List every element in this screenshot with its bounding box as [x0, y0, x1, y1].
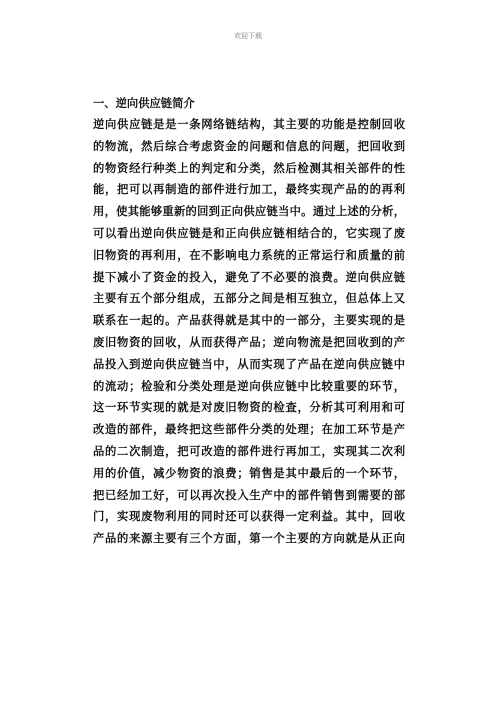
paragraph-line: 旧物资的再利用，在不影响电力系统的正常运行和质量的前: [93, 247, 405, 262]
paragraph-line: 产品的来源主要有三个方面，第一个主要的方向就是从正向: [93, 531, 405, 546]
paragraph-line: 这一环节实现的就是对废旧物资的检查，分析其可利用和可: [93, 400, 405, 415]
paragraph-line: 门，实现废物利用的同时还可以获得一定利益。其中，回收: [93, 509, 405, 524]
paragraph-line: 的物资经行种类上的判定和分类，然后检测其相关部件的性: [93, 160, 405, 175]
paragraph-line: 用，使其能够重新的回到正向供应链当中。通过上述的分析，: [93, 204, 405, 219]
paragraph-line: 改造的部件，最终把这些部件分类的处理；在加工环节是产: [93, 422, 405, 437]
document-body: [93, 93, 405, 550]
paragraph-line: 可以看出逆向供应链是和正向供应链相结合的，它实现了废: [93, 225, 405, 240]
paragraph-line: 品投入到逆向供应链当中，从而实现了产品在逆向供应链中: [93, 356, 405, 371]
paragraph-line: 主要有五个部分组成，五部分之间是相互独立，但总体上又: [93, 291, 405, 306]
paragraph-line: 能，把可以再制造的部件进行加工，最终实现产品的的再利: [93, 182, 405, 197]
paragraph-line: 品的二次制造，把可改造的部件进行再加工，实现其二次利: [93, 443, 405, 458]
paragraph-line: 逆向供应链是是一条网络链结构，其主要的功能是控制回收: [93, 117, 405, 131]
paragraph-line: 的流动；检验和分类处理是逆向供应链中比较重要的环节，: [93, 378, 405, 393]
page-header: 欢迎下载: [234, 32, 262, 40]
paragraph-line: 联系在一起的。产品获得就是其中的一部分，主要实现的是: [93, 313, 405, 328]
paragraph-line: 提下减小了资金的投入，避免了不必要的浪费。逆向供应链: [93, 269, 405, 284]
section-heading: 一、逆向供应链简介: [93, 96, 195, 110]
paragraph-line: 把已经加工好，可以再次投入生产中的部件销售到需要的部: [93, 487, 405, 502]
paragraph-line: 用的价值，减少物资的浪费；销售是其中最后的一个环节，: [93, 465, 405, 480]
paragraph-line: 废旧物资的回收，从而获得产品；逆向物流是把回收到的产: [93, 334, 405, 349]
paragraph-line: 的物流，然后综合考虑资金的问题和信息的问题，把回收到: [93, 138, 405, 153]
